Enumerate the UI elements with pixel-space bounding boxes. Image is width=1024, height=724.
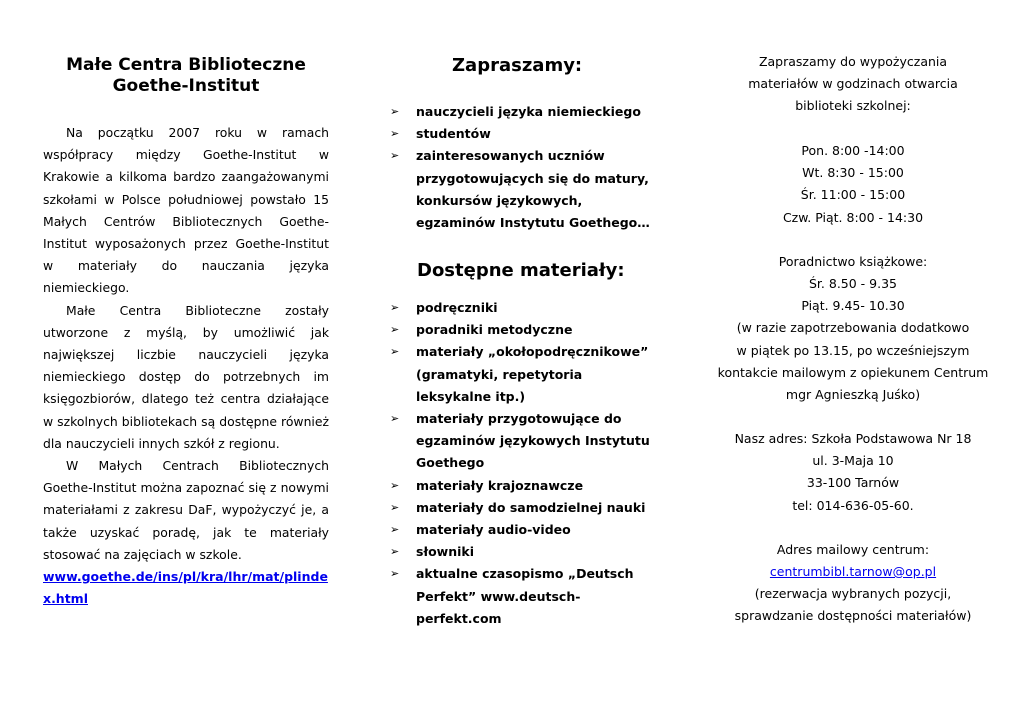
list-item: ➢ słowniki (390, 541, 660, 563)
email-link[interactable]: centrumbibl.tarnow@op.pl (769, 564, 937, 579)
arrow-bullet-icon: ➢ (390, 149, 400, 163)
address-line: ul. 3-Maja 10 (812, 453, 894, 469)
hours-line: Śr. 11:00 - 15:00 (800, 187, 906, 203)
about-paragraph-1: Na początku 2007 roku w ramach współpracy między Goethe-Institut w Krakowie a kilkoma bardzo zaangażowanymi szkołami w Polsce południowej powstało 15 Małych Centrów Bibliotecznych Goethe-Institut wyposażonych przez Goethe-Institut w materiały do nauczania języka niemieckiego. (43, 125, 329, 296)
intro-line: materiałów w godzinach otwarcia (748, 76, 958, 92)
arrow-bullet-icon: ➢ (390, 567, 400, 581)
list-item: ➢ materiały do samodzielnej nauki (390, 497, 660, 519)
hours-line: Czw. Piąt. 8:00 - 14:30 (782, 209, 924, 225)
list-item: ➢ materiały przygotowujące do egzaminów językowych Instytutu Goethego (390, 408, 660, 475)
advice-note-line: w piątek po 13.15, po wcześniejszym (736, 342, 970, 358)
list-item: ➢ nauczycieli języka niemieckiego (390, 101, 660, 123)
about-title-line2: Goethe-Institut (112, 76, 260, 96)
arrow-bullet-icon: ➢ (390, 105, 400, 118)
list-item: ➢ aktualne czasopismo „Deutsch Perfekt” www.deutsch-perfekt.com (390, 563, 660, 630)
intro-line: biblioteki szkolnej: (795, 98, 911, 114)
advice-note-line: kontakcie mailowym z opiekunem Centrum (717, 364, 989, 380)
mail-note-line: sprawdzanie dostępności materiałów) (734, 608, 972, 624)
arrow-bullet-icon: ➢ (390, 127, 400, 141)
arrow-bullet-icon: ➢ (390, 412, 400, 426)
invite-heading: Zapraszamy: (452, 55, 583, 76)
materials-list (390, 297, 660, 630)
arrow-bullet-icon: ➢ (390, 478, 400, 492)
about-title-line1: Małe Centra Biblioteczne (66, 55, 306, 75)
hours-line: Śr. 8.50 - 9.35 (809, 276, 897, 291)
about-title (43, 55, 329, 97)
intro-line: Zapraszamy do wypożyczania (758, 54, 948, 69)
invite-list (390, 101, 660, 234)
opening-hours (700, 140, 1006, 229)
list-item: ➢ podręczniki (390, 297, 660, 319)
address-block (700, 428, 1006, 517)
list-item: ➢ materiały audio-video (390, 519, 660, 541)
arrow-bullet-icon: ➢ (390, 545, 400, 559)
hours-line: Pon. 8:00 -14:00 (801, 143, 905, 158)
mail-note-line: (rezerwacja wybranych pozycji, (754, 586, 952, 602)
address-line: 33-100 Tarnów (806, 475, 900, 491)
advice-note-line: (w razie zapotrzebowania dodatkowo (736, 320, 970, 336)
arrow-bullet-icon: ➢ (390, 345, 400, 359)
advice-hours (700, 273, 1006, 406)
mail-block (700, 561, 1006, 628)
opening-intro (700, 51, 1006, 118)
materials-heading: Dostępne materiały: (417, 260, 625, 281)
arrow-bullet-icon: ➢ (390, 301, 400, 314)
arrow-bullet-icon: ➢ (390, 500, 400, 514)
about-body (43, 122, 329, 566)
list-item: ➢ poradniki metodyczne (390, 319, 660, 341)
arrow-bullet-icon: ➢ (390, 323, 400, 337)
address-line: tel: 014-636-05-60. (792, 497, 914, 513)
arrow-bullet-icon: ➢ (390, 523, 400, 537)
list-item: ➢ materiały krajoznawcze (390, 475, 660, 497)
address-line: Nasz adres: Szkoła Podstawowa Nr 18 (734, 431, 972, 446)
list-item: ➢ studentów (390, 123, 660, 145)
list-item: ➢ materiały „okołopodręcznikowe” (gramatyki, repetytoria leksykalne itp.) (390, 341, 660, 408)
list-item: ➢ zainteresowanych uczniów przygotowujących się do matury, konkursów językowych, egzaminów Instytutu Goethego… (390, 145, 660, 234)
advice-note-line: mgr Agnieszką Juśko) (785, 387, 921, 403)
mail-heading: Adres mailowy centrum: (776, 542, 930, 557)
about-paragraph-3: W Małych Centrach Bibliotecznych Goethe-Institut można zapoznać się z nowymi materiałami z zakresu DaF, wypożyczyć je, a także uzyskać poradę, jak te materiały stosować na zajęciach w szkole. (43, 458, 329, 562)
hours-line: Piąt. 9.45- 10.30 (801, 298, 905, 314)
goethe-link[interactable]: www.goethe.de/ins/pl/kra/lhr/mat/plindex.html (43, 569, 328, 606)
about-paragraph-2: Małe Centra Biblioteczne zostały utworzone z myślą, by umożliwić jak największej liczbie nauczycieli języka niemieckiego dostęp do potrzebnych im księgozbiorów, dlatego też centra działające w szkolnych bibliotekach są dostępne również dla nauczycieli innych szkół z regionu. (43, 302, 329, 451)
advice-heading: Poradnictwo książkowe: (778, 254, 928, 269)
hours-line: Wt. 8:30 - 15:00 (802, 165, 904, 181)
